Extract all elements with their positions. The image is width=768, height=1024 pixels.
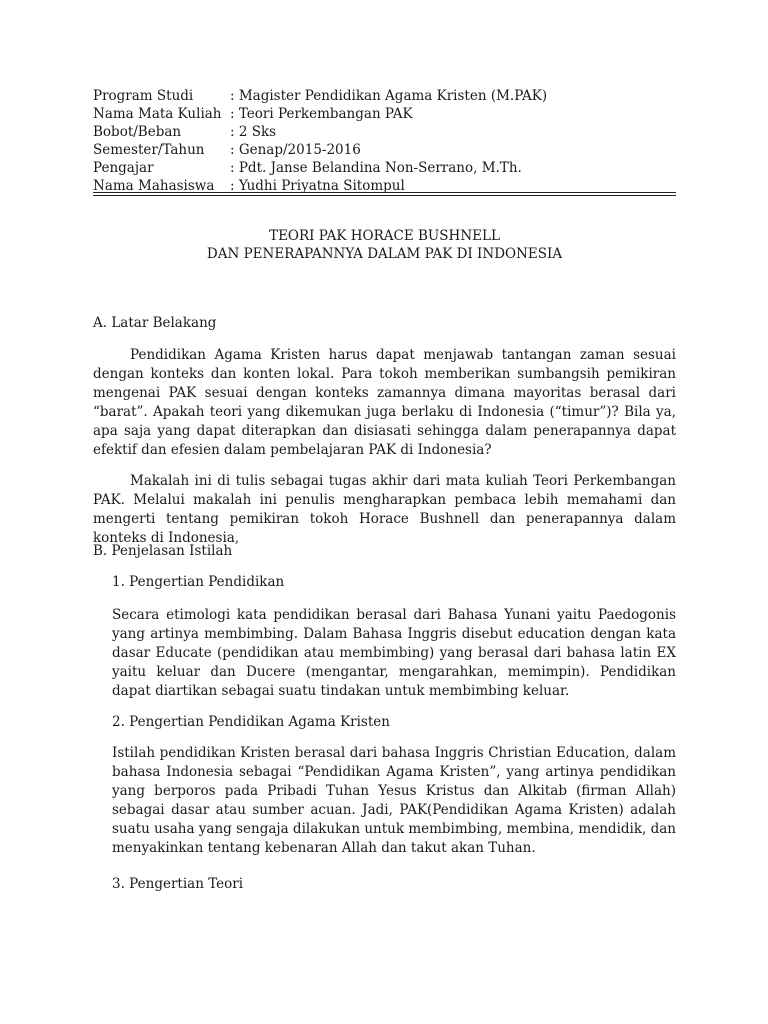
course-info-block [93,87,678,195]
subsection-3-heading: 3. Pengertian Teori [112,876,244,892]
info-label: Nama Mata Kuliah [93,106,222,122]
section-a-paragraph-1: Pendidikan Agama Kristen harus dapat menjawab tantangan zaman sesuai dengan konteks dan konten lokal. Para tokoh memberikan sumbangsih pemikiran mengenai PAK sesuai dengan konteks zamannya dimana mayoritas berasal dari “barat”. Apakah teori yang dikemukan juga berlaku di Indonesia (“timur”)? Bila ya, apa saja yang dapat diterapkan dan disiasati sehingga dalam penerapannya dapat efektif dan efesien dalam pembelajaran PAK di Indonesia? [93,347,676,458]
info-label: Program Studi [93,88,194,104]
info-value: : Teori Perkembangan PAK [230,106,413,122]
course-info-row [93,105,678,123]
header-divider-top [93,192,676,193]
section-a-heading: A. Latar Belakang [93,315,217,331]
info-label: Bobot/Beban [93,124,182,140]
info-value: : Genap/2015-2016 [230,142,361,158]
section-b-heading: B. Penjelasan Istilah [93,543,233,559]
subsection-1-paragraph: Secara etimologi kata pendidikan berasal dari Bahasa Yunani yaitu Paedogonis yang artinya membimbing. Dalam Bahasa Inggris disebut education dengan kata dasar Educate (pendidikan atau membimbing) yang berasal dari bahasa latin EX yaitu keluar dan Ducere (mengantar, mengarahkan, memimpin). Pendidikan dapat diartikan sebagai suatu tindakan untuk membimbing keluar. [112,607,676,699]
info-value: : Pdt. Janse Belandina Non-Serrano, M.Th. [230,160,522,176]
section-a-paragraph-2: Makalah ini di tulis sebagai tugas akhir dari mata kuliah Teori Perkembangan PAK. Melalui makalah ini penulis mengharapkan pembaca lebih memahami dan mengerti tentang pemikiran tokoh Horace Bushnell dan penerapannya dalam konteks di Indonesia, [93,473,676,546]
info-label: Nama Mahasiswa [93,178,215,194]
subsection-1-heading: 1. Pengertian Pendidikan [112,574,285,590]
info-value: : Yudhi Priyatna Sitompul [230,178,405,194]
info-label: Pengajar [93,160,154,176]
subsection-2-paragraph: Istilah pendidikan Kristen berasal dari bahasa Inggris Christian Education, dalam bahasa Indonesia sebagai “Pendidikan Agama Kristen”, yang artinya pendidikan yang berporos pada Pribadi Tuhan Yesus Kristus dan Alkitab (firman Allah) sebagai dasar atau sumber acuan. Jadi, PAK(Pendidikan Agama Kristen) adalah suatu usaha yang sengaja dilakukan untuk membimbing, membina, mendidik, dan menyakinkan tentang kebenaran Allah dan takut akan Tuhan. [112,745,676,856]
document-title-line-2: DAN PENERAPANNYA DALAM PAK DI INDONESIA [206,246,563,262]
header-divider-bottom [93,195,676,196]
course-info-row [93,87,678,105]
info-value: : 2 Sks [230,124,277,140]
course-info-row [93,159,678,177]
subsection-2-heading: 2. Pengertian Pendidikan Agama Kristen [112,714,390,730]
document-title-line-1: TEORI PAK HORACE BUSHNELL [269,228,500,244]
info-label: Semester/Tahun [93,142,205,158]
info-value: : Magister Pendidikan Agama Kristen (M.PAK) [230,88,548,104]
course-info-row [93,123,678,141]
course-info-row [93,141,678,159]
